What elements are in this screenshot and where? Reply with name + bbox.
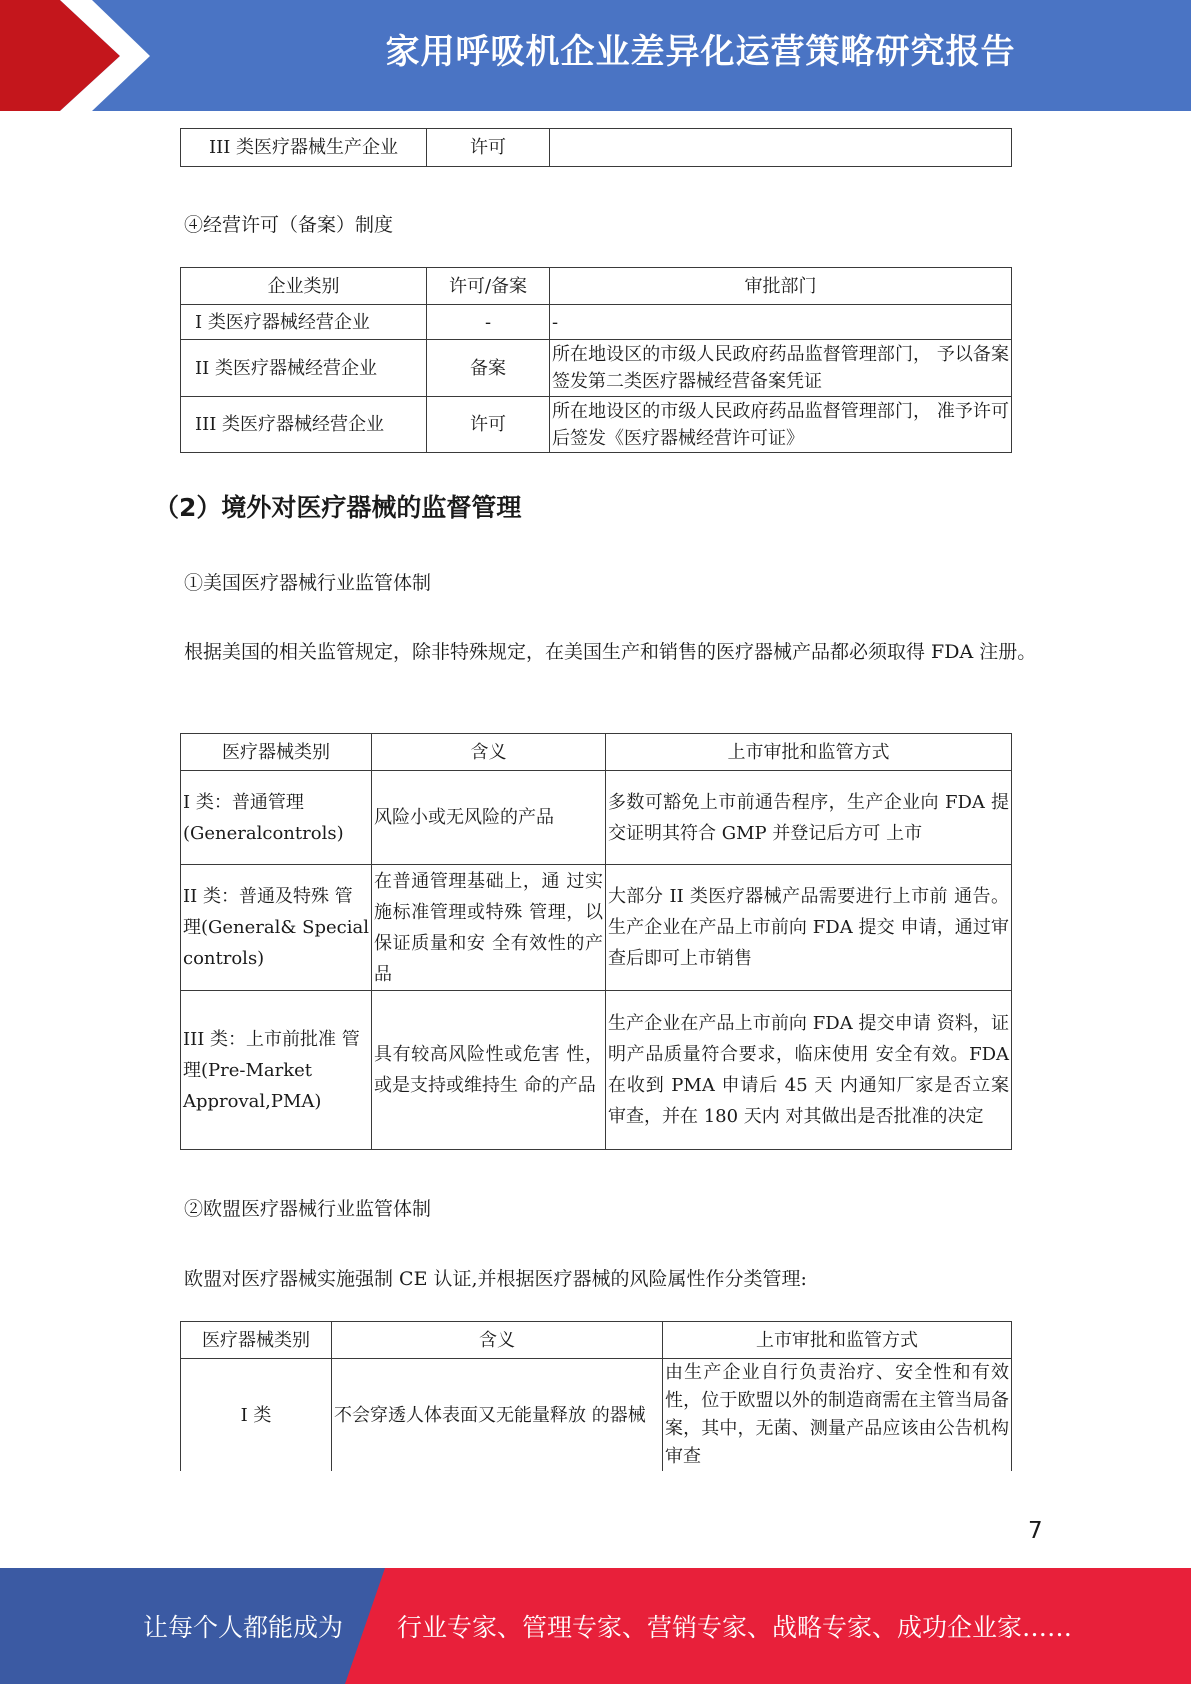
table-cell: [550, 129, 1012, 167]
table-row: [181, 1359, 1012, 1472]
table-cell: 许可: [427, 129, 550, 167]
column-header: 许可/备案: [427, 268, 550, 305]
table-cell: -: [427, 305, 550, 340]
table-top-continued: [180, 128, 1012, 167]
table-cell: 许可: [427, 397, 550, 453]
column-header: 上市审批和监管方式: [663, 1322, 1012, 1359]
table-header-row: [181, 734, 1012, 771]
paragraph-eu-body: 欧盟对医疗器械实施强制 CE 认证,并根据医疗器械的风险属性作分类管理:: [184, 1268, 807, 1290]
footer-left-text: 让每个人都能成为: [143, 1613, 344, 1642]
table-cell: III 类医疗器械经营企业: [181, 397, 427, 453]
page-header: [0, 0, 1191, 111]
column-header: 医疗器械类别: [181, 734, 372, 771]
header-chevron-decoration: [0, 0, 160, 111]
page-number: 7: [1028, 1518, 1043, 1544]
table-cell: II 类：普通及特殊 管理(General& Special controls): [181, 865, 372, 991]
header-title: 家用呼吸机企业差异化运营策略研究报告: [385, 32, 1016, 72]
table-header-row: [181, 268, 1012, 305]
table-cell: 备案: [427, 340, 550, 397]
table-row: [181, 129, 1012, 167]
table-cell: -: [550, 305, 1012, 340]
table-header-row: [181, 1322, 1012, 1359]
table-row: [181, 397, 1012, 453]
paragraph-eu-title: ②欧盟医疗器械行业监管体制: [184, 1198, 432, 1220]
table-cell: 多数可豁免上市前通告程序，生产企业向 FDA 提交证明其符合 GMP 并登记后方可 上市: [606, 771, 1012, 865]
table-us-regulation: [180, 733, 1012, 1150]
table-cell: 生产企业在产品上市前向 FDA 提交申请 资料，证明产品质量符合要求，临床使用 安全有效。FDA 在收到 PMA 申请后 45 天 内通知厂家是否立案审查，并在 180 天内 对其做出是否批准的决定: [606, 991, 1012, 1150]
column-header: 医疗器械类别: [181, 1322, 332, 1359]
column-header: 上市审批和监管方式: [606, 734, 1012, 771]
table-cell: I 类: [181, 1359, 332, 1472]
table-cell: III 类：上市前批准 管理(Pre-Market Approval,PMA): [181, 991, 372, 1150]
table-row: [181, 305, 1012, 340]
table-eu-regulation: [180, 1321, 1012, 1471]
table-operating-license: [180, 267, 1012, 453]
table-cell: I 类：普通管理 (Generalcontrols): [181, 771, 372, 865]
column-header: 含义: [332, 1322, 663, 1359]
table-cell: 风险小或无风险的产品: [372, 771, 606, 865]
table-row: [181, 991, 1012, 1150]
table-cell: 所在地设区的市级人民政府药品监督管理部门， 予以备案签发第二类医疗器械经营备案凭证: [550, 340, 1012, 397]
paragraph-us-title: ①美国医疗器械行业监管体制: [184, 572, 432, 594]
table-row: [181, 340, 1012, 397]
section-title: （2）境外对医疗器械的监督管理: [154, 493, 522, 522]
column-header: 含义: [372, 734, 606, 771]
table-cell: 由生产企业自行负责治疗、安全性和有效性，位于欧盟以外的制造商需在主管当局备案，其中，无菌、测量产品应该由公告机构审查: [663, 1359, 1012, 1472]
paragraph-operating-license: ④经营许可（备案）制度: [184, 214, 394, 236]
column-header: 审批部门: [550, 268, 1012, 305]
table-row: [181, 771, 1012, 865]
column-header: 企业类别: [181, 268, 427, 305]
table-cell: I 类医疗器械经营企业: [181, 305, 427, 340]
table-cell: 所在地设区的市级人民政府药品监督管理部门， 准予许可后签发《医疗器械经营许可证》: [550, 397, 1012, 453]
table-cell: 大部分 II 类医疗器械产品需要进行上市前 通告。生产企业在产品上市前向 FDA 提交 申请，通过审查后即可上市销售: [606, 865, 1012, 991]
footer-right-text: 行业专家、管理专家、营销专家、战略专家、成功企业家……: [397, 1613, 1073, 1642]
table-cell: 在普通管理基础上，通 过实施标准管理或特殊 管理，以保证质量和安 全有效性的产品: [372, 865, 606, 991]
table-cell: III 类医疗器械生产企业: [181, 129, 427, 167]
table-cell: 具有较高风险性或危害 性，或是支持或维持生 命的产品: [372, 991, 606, 1150]
table-row: [181, 865, 1012, 991]
table-cell: II 类医疗器械经营企业: [181, 340, 427, 397]
table-cell: 不会穿透人体表面又无能量释放 的器械: [332, 1359, 663, 1472]
paragraph-us-body: 根据美国的相关监管规定，除非特殊规定，在美国生产和销售的医疗器械产品都必须取得 FDA 注册。: [184, 641, 1037, 663]
